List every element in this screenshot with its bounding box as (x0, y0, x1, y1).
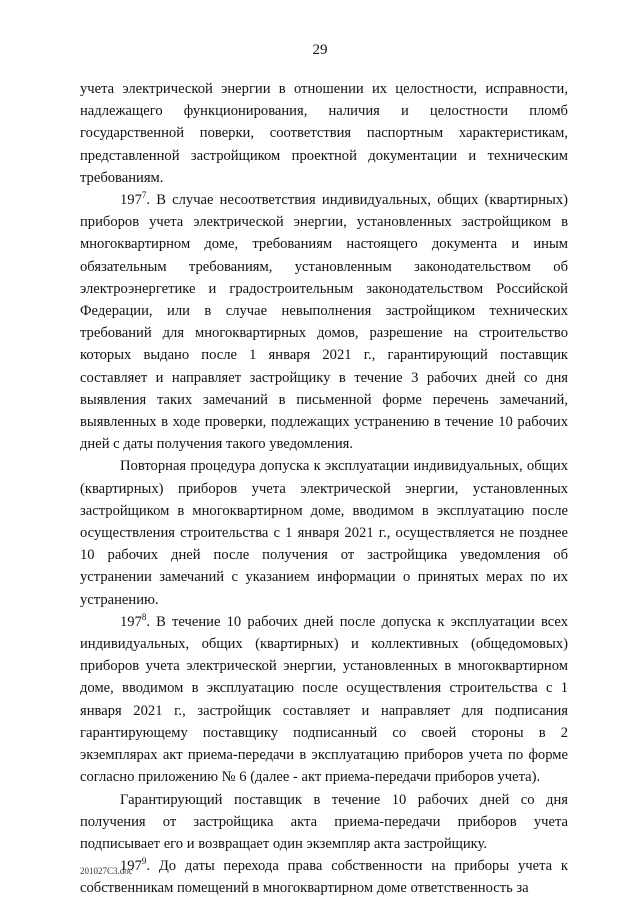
paragraph-197-9 (80, 855, 568, 899)
paragraph-repeat-procedure (80, 455, 568, 610)
paragraph-number-superscript: 7 (141, 190, 147, 201)
paragraph-number: 197 (120, 858, 142, 875)
file-name-footer: 201027C3.doc (80, 866, 133, 876)
paragraph-197-8 (80, 611, 568, 789)
paragraph-text: Гарантирующий поставщик в течение 10 рабочих дней со дня получения от застройщика акта приема-передачи приборов учета подписывает его и возвращает один экземпляр акта застройщику. (80, 791, 568, 852)
paragraph-text: . В течение 10 рабочих дней после допуска к эксплуатации всех индивидуальных, общих (квартирных) и коллективных (общедомовых) приборов учета электрической энергии, установленных в многоквартирном доме, вводимом в эксплуатацию после осуществления строительства с 1 января 2021 г., застройщик составляет и направляет для подписания гарантирующему поставщику подписанный со своей стороны в 2 экземплярах акт приема-передачи в эксплуатацию приборов учета по форме согласно приложению № 6 (далее - акт приема-передачи приборов учета). (80, 613, 568, 786)
paragraph-supplier-signs (80, 789, 568, 856)
document-body (80, 78, 568, 900)
paragraph-number-superscript: 8 (141, 612, 147, 623)
paragraph-number: 197 (120, 192, 142, 209)
paragraph-1 (80, 78, 568, 189)
page-number: 29 (312, 42, 328, 58)
paragraph-197-7 (80, 189, 568, 455)
paragraph-text: . В случае несоответствия индивидуальных, общих (квартирных) приборов учета электрической энергии, установленных застройщиком в многоквартирном доме, требованиям настоящего документа и иным обязательным требованиям, установленным законодательством об электроэнергетике и градостроительным законодательством Российской Федерации, или в случае невыполнения застройщиком технических требований для многоквартирных домов, разрешение на строительство которых выдано после 1 января 2021 г., гарантирующий поставщик составляет и направляет застройщику в течение 3 рабочих дней со дня выявления таких замечаний в письменной форме перечень замечаний, выявленных в ходе проверки, подлежащих устранению в течение 10 рабочих дней с даты получения такого уведомления. (80, 192, 568, 453)
paragraph-number-superscript: 9 (141, 856, 147, 867)
paragraph-text: . До даты перехода права собственности на приборы учета к собственникам помещений в многоквартирном доме ответственность за (80, 858, 568, 897)
paragraph-text: учета электрической энергии в отношении их целостности, исправности, надлежащего функционирования, наличия и целостности пломб государственной поверки, соответствия паспортным характеристикам, представленной застройщиком проектной документации и техническим требованиям. (80, 81, 568, 186)
paragraph-text: Повторная процедура допуска к эксплуатации индивидуальных, общих (квартирных) приборов учета электрической энергии, установленных застройщиком в многоквартирном доме, вводимом в эксплуатацию после осуществления строительства с 1 января 2021 г., осуществляется не позднее 10 рабочих дней после получения от застройщика уведомления об устранении замечаний с указанием информации о принятых мерах по их устранению. (80, 458, 568, 608)
paragraph-number: 197 (120, 613, 142, 630)
